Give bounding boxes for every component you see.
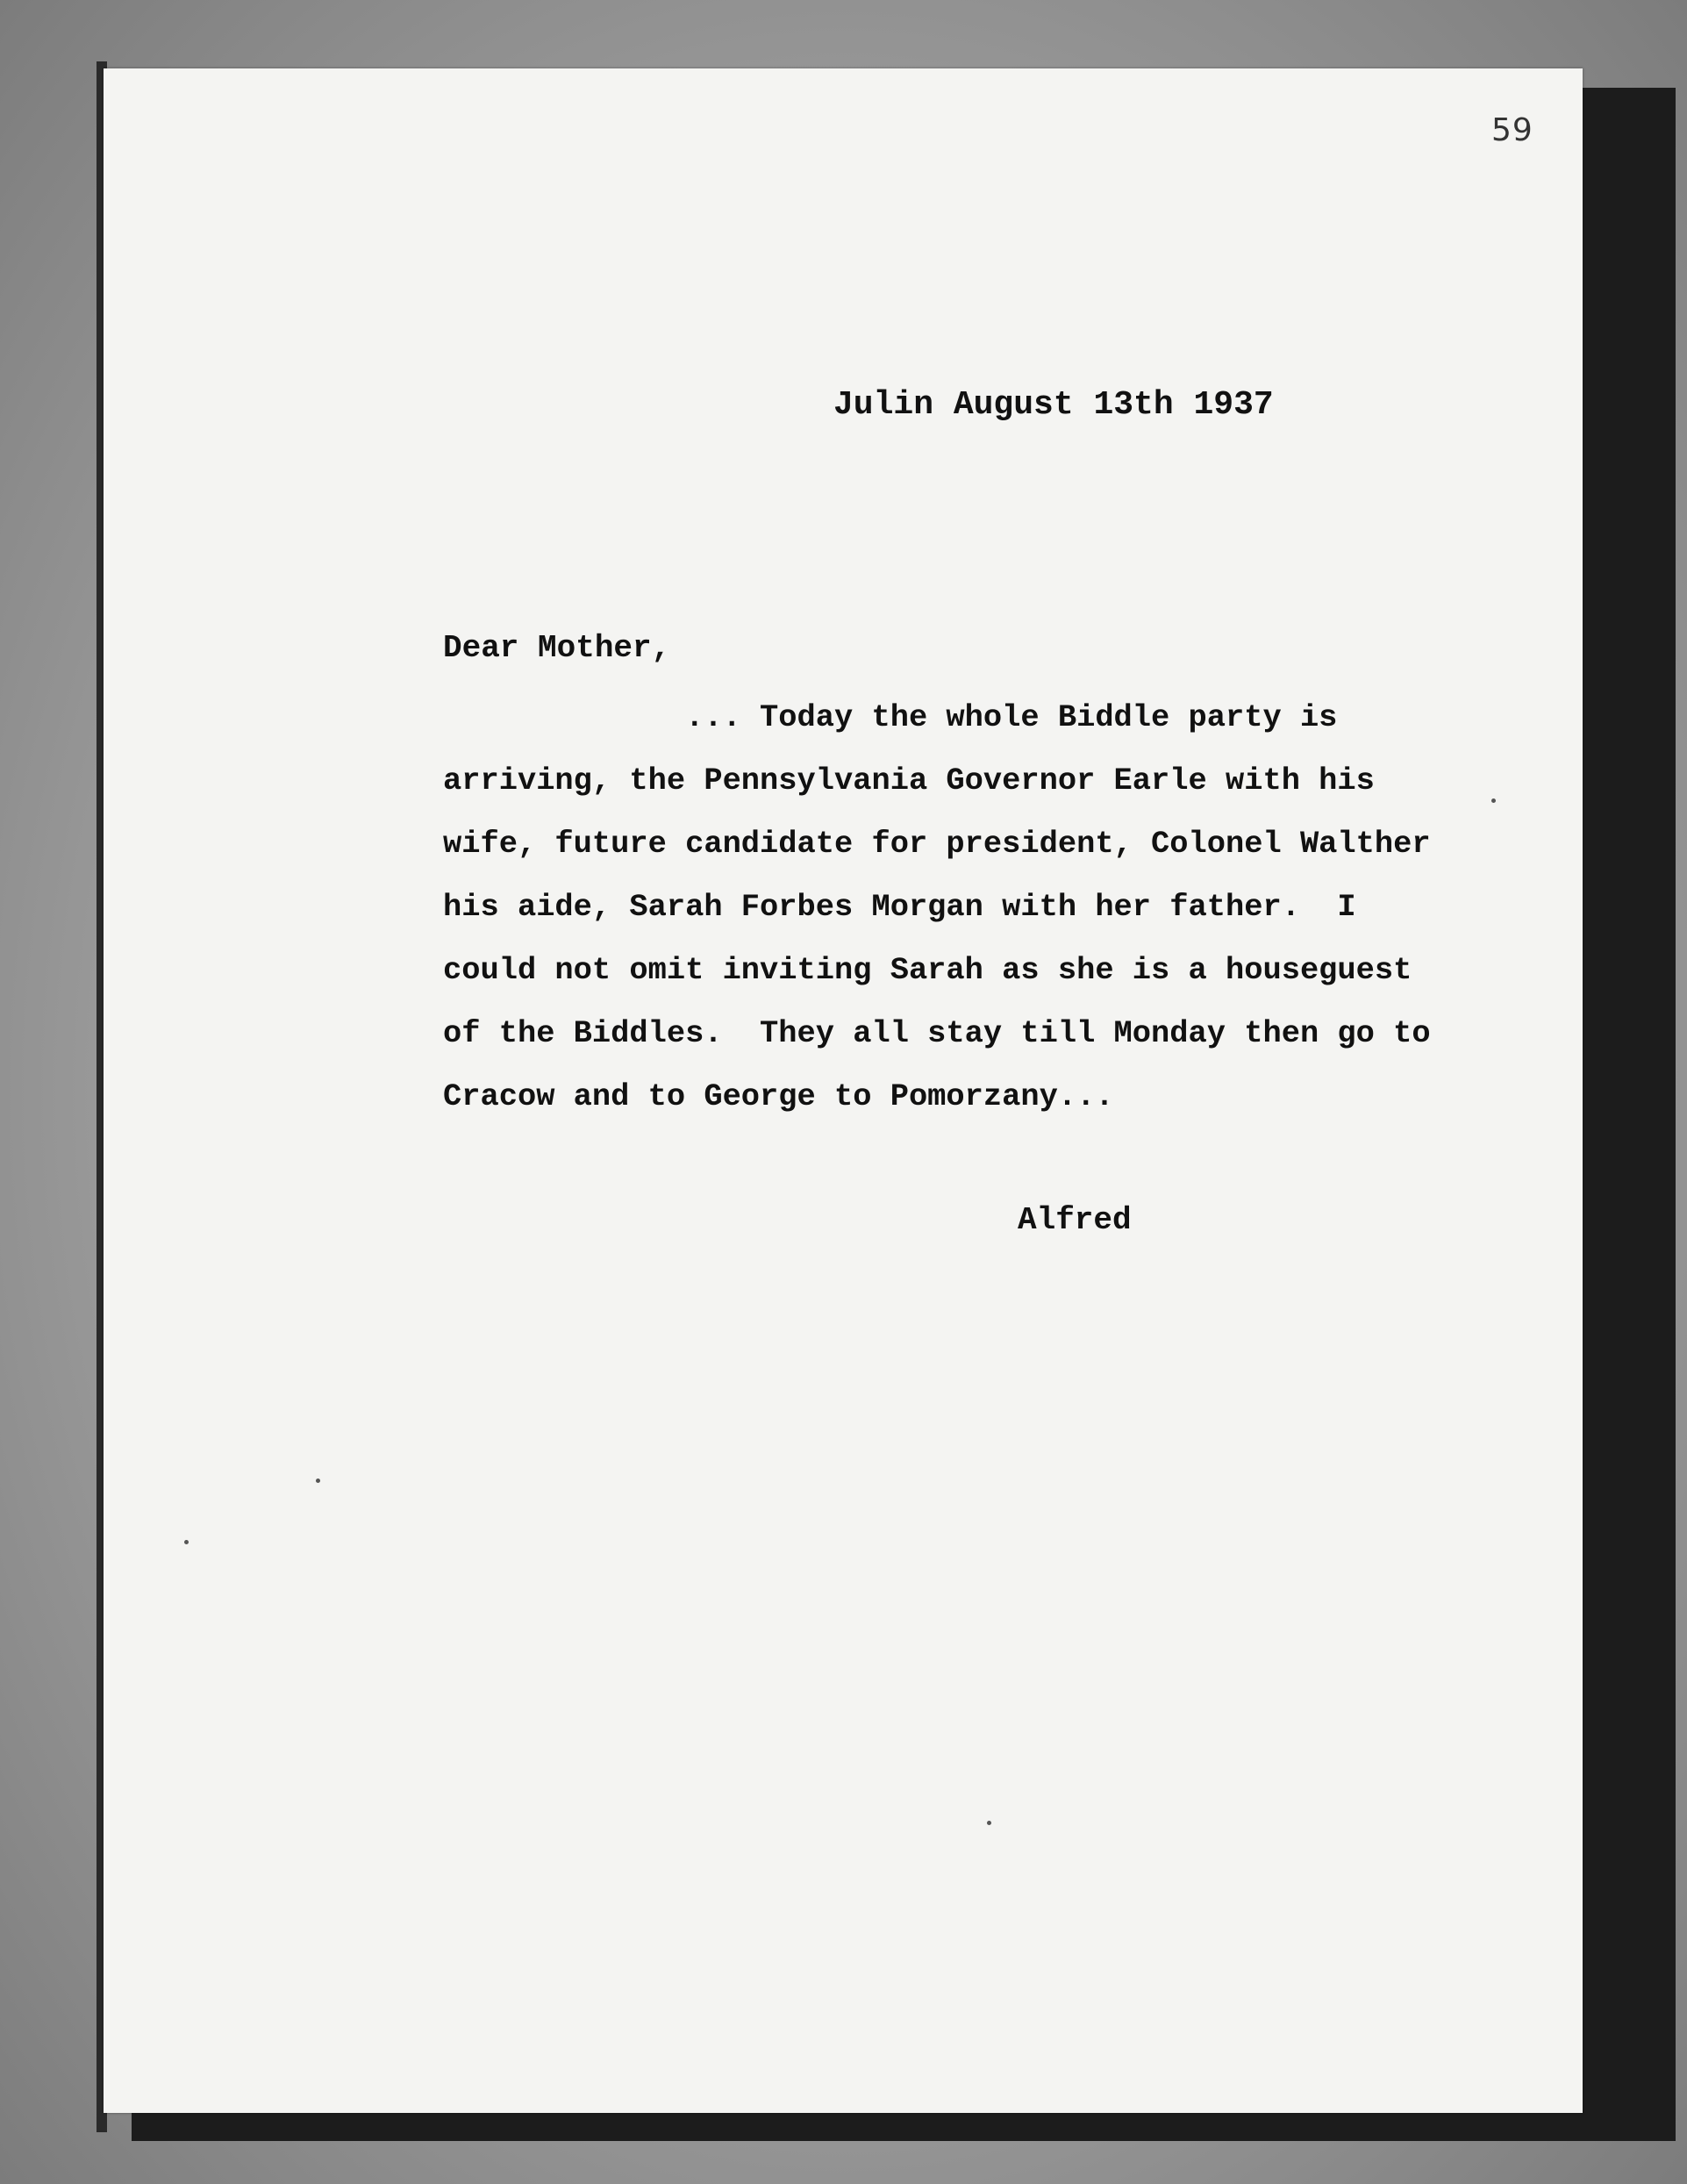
body-line-5: could not omit inviting Sarah as she is a houseguest [443,953,1412,988]
body-line-4: his aide, Sarah Forbes Morgan with her father. I [443,890,1356,925]
body-line-7: Cracow and to George to Pomorzany... [443,1079,1114,1114]
paper-speck [316,1479,320,1483]
body-line-6: of the Biddles. They all stay till Monday then go to [443,1016,1431,1051]
page-number: 59 [1491,112,1533,148]
body-line-3: wife, future candidate for president, Colonel Walther [443,827,1431,862]
paper-speck [1491,798,1496,803]
letter-signature: Alfred [1018,1202,1132,1238]
paper-speck [987,1821,991,1825]
body-line-2: arriving, the Pennsylvania Governor Earle with his [443,763,1375,798]
letter-dateline: Julin August 13th 1937 [833,386,1274,424]
paper-speck [184,1540,189,1544]
body-line-1: ... Today the whole Biddle party is [443,700,1338,735]
letter-salutation: Dear Mother, [443,630,671,666]
